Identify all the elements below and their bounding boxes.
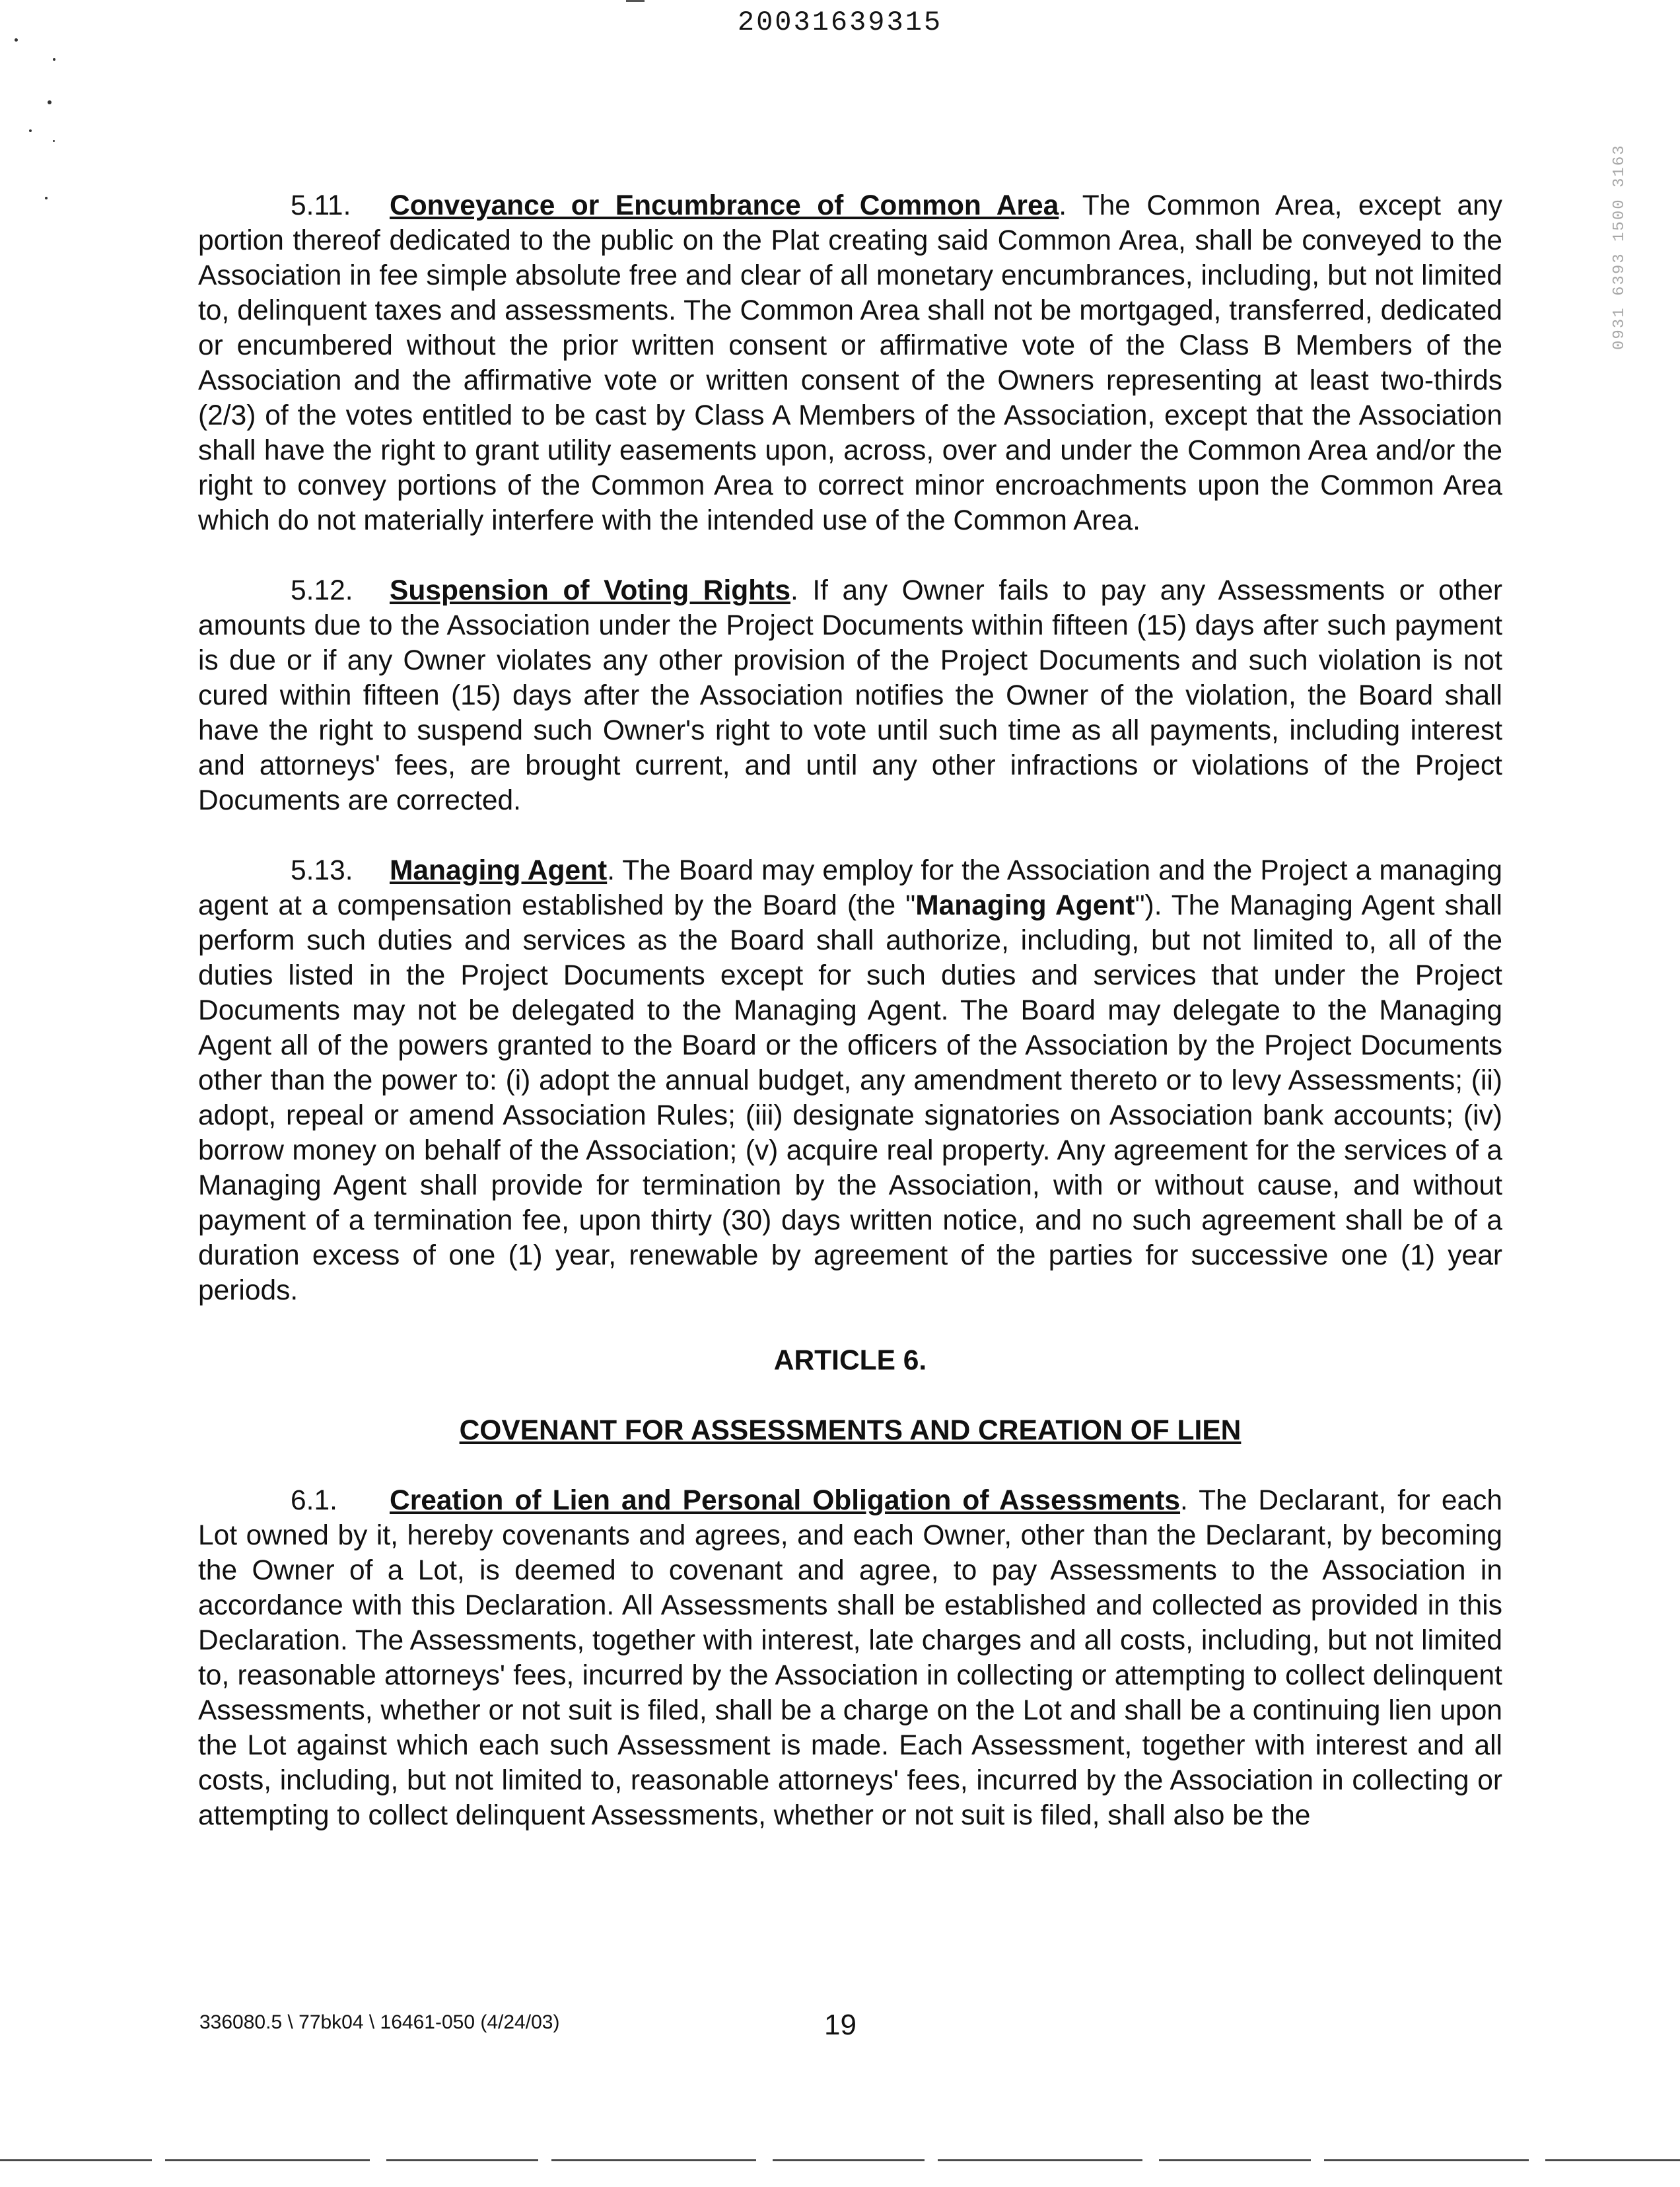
section-heading: Creation of Lien and Personal Obligation of Assessments: [390, 1485, 1181, 1516]
scan-speck: [48, 100, 52, 104]
article-title: ARTICLE 6.: [773, 1345, 927, 1376]
section-heading: Conveyance or Encumbrance of Common Area: [390, 190, 1059, 221]
section-body: . If any Owner fails to pay any Assessments or other amounts due to the Association under the Project Documents within fifteen (15) days after such payment is due or if any Owner violates any other provision of the Project Documents and such violation is not cured within fifteen (15) days after the Association notifies the Owner of the violation, the Board shall have the right to suspend such Owner's right to vote until such time as all payments, including interest and attorneys' fees, are brought current, and until any other infractions or violations of the Project Documents are corrected.: [198, 575, 1502, 816]
section-body: . The Common Area, except any portion thereof dedicated to the public on the Plat creating said Common Area, shall be conveyed to the Association in fee simple absolute free and clear of all monetary encumbrances, including, but not limited to, delinquent taxes and assessments. The Common Area shall not be mortgaged, transferred, dedicated or encumbered without the prior written consent or affirmative vote of the Class B Members of the Association and the affirmative vote or written consent of the Owners representing at least two-thirds (2/3) of the votes entitled to be cast by Class A Members of the Association, except that the Association shall have the right to grant utility easements upon, across, over and under the Common Area and/or the right to convey portions of the Common Area to correct minor encroachments upon the Common Area which do not materially interfere with the intended use of the Common Area.: [198, 190, 1502, 536]
side-stamp: 0931 6393 1500 3163: [1611, 144, 1628, 350]
bottom-scan-line: [0, 2159, 1680, 2161]
section-6-1: [198, 1483, 1502, 1833]
page-number: 19: [824, 2009, 857, 2041]
section-number: 5.13.: [291, 855, 353, 886]
scan-speck: [29, 129, 32, 132]
scan-speck: [45, 197, 48, 199]
section-number: 6.1.: [291, 1485, 337, 1516]
section-number: 5.11.: [291, 190, 351, 221]
section-body: . The Board may employ for the Association and the Project a managing agent at a compensation established by the Board (the ": [198, 855, 1502, 921]
section-5-11: [198, 188, 1502, 538]
section-heading: Suspension of Voting Rights: [390, 575, 790, 606]
defined-term: Managing Agent: [915, 890, 1135, 921]
scan-speck: [15, 38, 18, 42]
section-body-continued: "). The Managing Agent shall perform such duties and services as the Board shall authorize, including, but not limited to, all of the duties listed in the Project Documents except for such duties and services that under the Project Documents may not be delegated to the Managing Agent. The Board may delegate to the Managing Agent all of the powers granted to the Board or the officers of the Association by the Project Documents other than the power to: (i) adopt the annual budget, any amendment thereto or to levy Assessments; (ii) adopt, repeal or amend Association Rules; (iii) designate signatories on Association bank accounts; (iv) borrow money on behalf of the Association; (v) acquire real property. Any agreement for the services of a Managing Agent shall provide for termination by the Association, with or without cause, and without payment of a termination fee, upon thirty (30) days written notice, and no such agreement shall be of a duration excess of one (1) year, renewable by agreement of the parties for successive one (1) year periods.: [198, 890, 1502, 1306]
section-heading: Managing Agent: [390, 855, 608, 886]
section-5-13: [198, 853, 1502, 1308]
scan-speck: [53, 58, 55, 61]
scan-speck: [53, 140, 55, 142]
section-number: 5.12.: [291, 575, 353, 606]
footer-document-id: 336080.5 \ 77bk04 \ 16461-050 (4/24/03): [199, 2011, 560, 2033]
section-5-12: [198, 573, 1502, 818]
scan-mark: [626, 0, 645, 2]
document-body: [198, 188, 1502, 1868]
section-body: . The Declarant, for each Lot owned by it, hereby covenants and agrees, and each Owner, other than the Declarant, by becoming the Owner of a Lot, is deemed to covenant and agree, to pay Assessments to the Association in accordance with this Declaration. All Assessments shall be established and collected as provided in this Declaration. The Assessments, together with interest, late charges and all costs, including, but not limited to, reasonable attorneys' fees, incurred by the Association in collecting or attempting to collect delinquent Assessments, whether or not suit is filed, shall be a charge on the Lot and shall be a continuing lien upon the Lot against which each such Assessment is made. Each Assessment, together with interest and all costs, including, but not limited to, reasonable attorneys' fees, incurred by the Association in collecting or attempting to collect delinquent Assessments, whether or not suit is filed, shall also be the: [198, 1485, 1502, 1831]
recording-number: 20031639315: [737, 7, 943, 38]
article-subtitle: COVENANT FOR ASSESSMENTS AND CREATION OF LIEN: [459, 1415, 1242, 1446]
